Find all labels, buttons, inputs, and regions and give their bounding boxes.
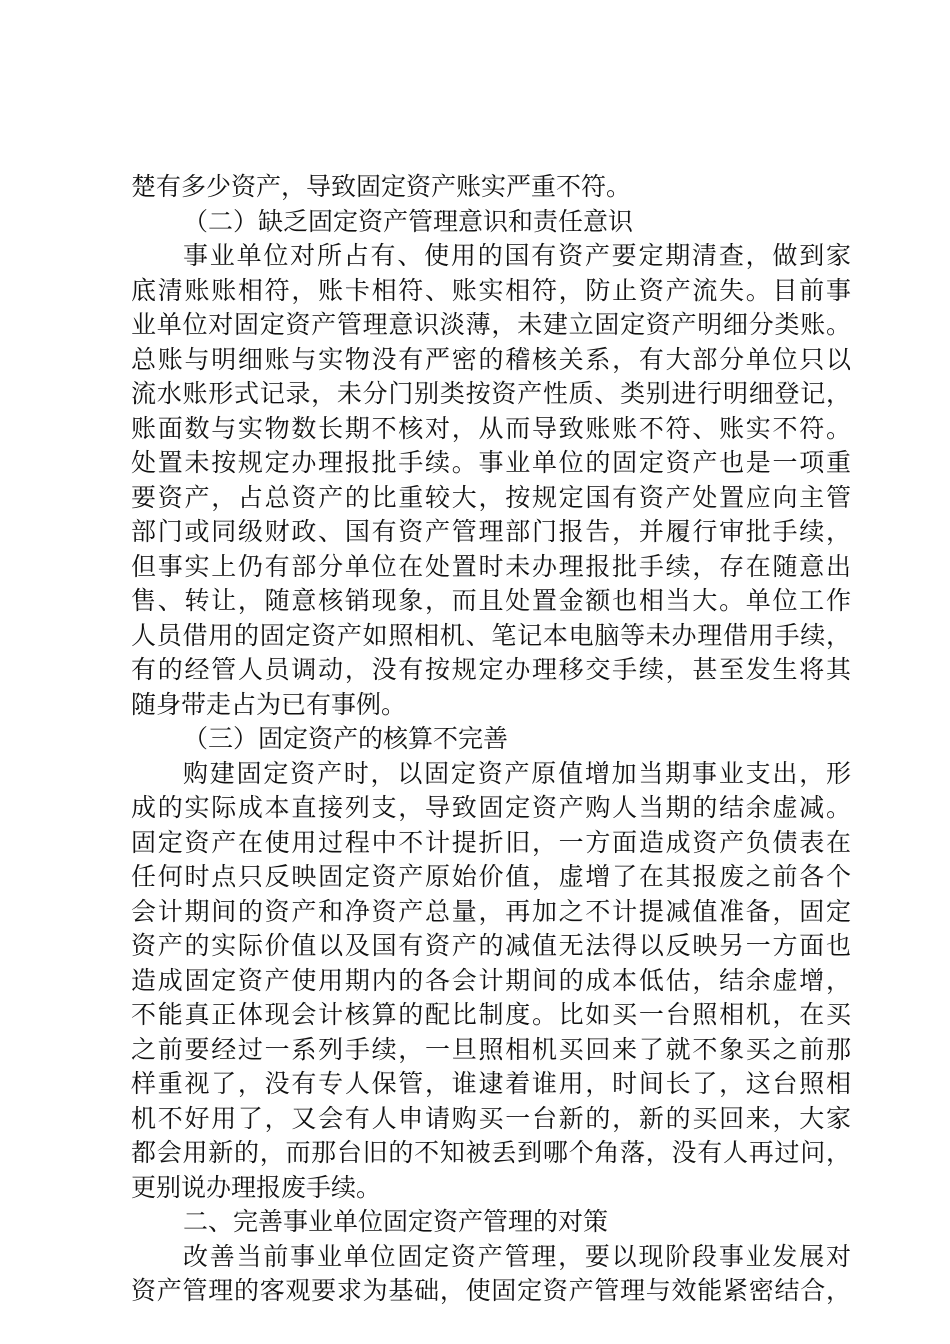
text-line: 都会用新的，而那台旧的不知被丢到哪个角落，没有人再过问，: [131, 1138, 851, 1167]
text-line: 造成固定资产使用期内的各会计期间的成本低估，结余虚增，: [131, 965, 851, 995]
text-line: 二、完善事业单位固定资产管理的对策: [183, 1207, 609, 1236]
text-line: 业单位对固定资产管理意识淡薄，未建立固定资产明细分类账。: [131, 310, 851, 339]
text-line: 账面数与实物数长期不核对，从而导致账账不符、账实不符。: [131, 413, 851, 443]
text-line: 任何时点只反映固定资产原始价值，虚增了在其报废之前各个: [131, 862, 851, 891]
text-line: 事业单位对所占有、使用的国有资产要定期清查，做到家: [183, 241, 851, 270]
text-line: 楚有多少资产，导致固定资产账实严重不符。: [131, 172, 632, 201]
text-line: 资产管理的客观要求为基础，使固定资产管理与效能紧密结合，: [131, 1276, 851, 1305]
text-line: 但事实上仍有部分单位在处置时未办理报批手续，存在随意出: [131, 551, 851, 581]
text-line: 不能真正体现会计核算的配比制度。比如买一台照相机，在买: [131, 1000, 851, 1029]
text-line: 样重视了，没有专人保管，谁逮着谁用，时间长了，这台照相: [131, 1069, 851, 1098]
text-line: 成的实际成本直接列支，导致固定资产购人当期的结余虚减。: [131, 793, 851, 822]
text-line: 会计期间的资产和净资产总量，再加之不计提减值准备，固定: [131, 896, 851, 926]
text-line: （二）缺乏固定资产管理意识和责任意识: [183, 206, 634, 236]
text-line: 更别说办理报废手续。: [131, 1172, 382, 1202]
text-line: 售、转让，随意核销现象，而且处置金额也相当大。单位工作: [131, 586, 851, 615]
text-line: 流水账形式记录，未分门别类按资产性质、类别进行明细登记，: [131, 379, 851, 408]
text-line: 处置未按规定办理报批手续。事业单位的固定资产也是一项重: [131, 448, 851, 477]
text-line: 固定资产在使用过程中不计提折旧，一方面造成资产负债表在: [131, 827, 851, 857]
text-line: 改善当前事业单位固定资产管理，要以现阶段事业发展对: [183, 1241, 851, 1271]
text-line: 部门或同级财政、国有资产管理部门报告，并履行审批手续，: [131, 517, 851, 546]
text-line: 要资产，占总资产的比重较大，按规定国有资产处置应向主管: [131, 482, 851, 512]
text-line: 总账与明细账与实物没有严密的稽核关系，有大部分单位只以: [131, 344, 851, 374]
document-body: [131, 170, 851, 1309]
text-line: （三）固定资产的核算不完善: [183, 724, 509, 753]
text-line: 底清账账相符，账卡相符、账实相符，防止资产流失。目前事: [131, 275, 851, 305]
text-line: 随身带走占为已有事例。: [131, 689, 407, 719]
text-line: 购建固定资产时，以固定资产原值增加当期事业支出，形: [183, 758, 851, 788]
text-line: 机不好用了，又会有人申请购买一台新的，新的买回来，大家: [131, 1103, 851, 1133]
text-line: 资产的实际价值以及国有资产的减值无法得以反映另一方面也: [131, 931, 851, 960]
text-line: 之前要经过一系列手续，一旦照相机买回来了就不象买之前那: [131, 1034, 851, 1064]
text-line: 有的经管人员调动，没有按规定办理移交手续，甚至发生将其: [131, 655, 851, 684]
text-line: 人员借用的固定资产如照相机、笔记本电脑等未办理借用手续，: [131, 620, 851, 650]
